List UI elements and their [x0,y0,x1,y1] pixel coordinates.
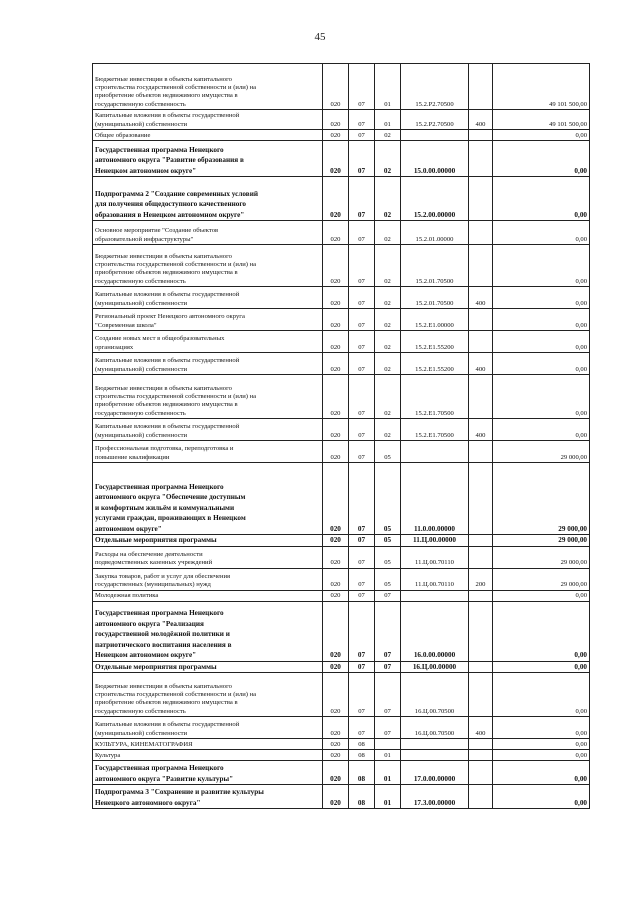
row-subsection-code: 07 [375,717,401,739]
table-row [93,568,590,590]
row-section-code: 07 [349,221,375,245]
row-grbs-code: 020 [323,546,349,568]
row-expense-type [469,661,493,673]
row-sum: 0,00 [493,761,590,785]
row-section-code: 07 [349,546,375,568]
table-row [93,673,590,717]
row-expense-type [469,130,493,141]
row-sum: 0,00 [493,661,590,673]
row-target-article: 16.Ц.00.70500 [401,673,469,717]
row-expense-type [469,331,493,353]
row-target-article: 15.2.Р2.70500 [401,64,469,110]
row-subsection-code: 02 [375,245,401,287]
row-target-article: 15.2.Е1.55200 [401,353,469,375]
table-row [93,64,590,110]
row-section-code: 07 [349,141,375,177]
row-grbs-code: 020 [323,590,349,601]
table-row [93,661,590,673]
row-subsection-code: 01 [375,761,401,785]
row-section-code: 07 [349,717,375,739]
row-section-code: 07 [349,419,375,441]
row-grbs-code: 020 [323,375,349,419]
row-grbs-code: 020 [323,761,349,785]
row-expense-type: 200 [469,568,493,590]
row-name: Государственная программа Ненецкого автономного округа "Обеспечение доступным и комфортным жильём и коммунальными услугами граждан, проживающих в Ненецком автономном округе" [93,463,323,535]
row-sum: 0,00 [493,221,590,245]
row-name: Подпрограмма 2 "Создание современных условий для получения общедоступного качественного образования в Ненецком автономном округе" [93,177,323,221]
row-grbs-code: 020 [323,221,349,245]
row-expense-type [469,177,493,221]
row-name: Общее образование [93,130,323,141]
row-section-code: 07 [349,661,375,673]
row-grbs-code: 020 [323,739,349,750]
row-name: Государственная программа Ненецкого автономного округа "Развитие культуры" [93,761,323,785]
row-expense-type [469,141,493,177]
row-grbs-code: 020 [323,717,349,739]
row-expense-type [469,785,493,809]
row-grbs-code: 020 [323,441,349,463]
row-expense-type: 400 [469,110,493,130]
row-name: Бюджетные инвестиции в объекты капитального строительства государственной собственности и (или) на приобретение объектов недвижимого имущества в государственную собственность [93,673,323,717]
row-name: КУЛЬТУРА, КИНЕМАТОГРАФИЯ [93,739,323,750]
row-target-article: 15.2.Е1.00000 [401,309,469,331]
table-row [93,761,590,785]
row-sum: 0,00 [493,717,590,739]
row-sum: 0,00 [493,177,590,221]
row-section-code: 07 [349,245,375,287]
row-section-code: 07 [349,375,375,419]
row-subsection-code: 01 [375,110,401,130]
row-section-code: 07 [349,590,375,601]
table-row [93,535,590,547]
table-row [93,309,590,331]
row-name: Молодежная политика [93,590,323,601]
row-name: Бюджетные инвестиции в объекты капитального строительства государственной собственности и (или) на приобретение объектов недвижимого имущества в государственную собственность [93,375,323,419]
row-subsection-code: 02 [375,353,401,375]
row-subsection-code [375,739,401,750]
row-expense-type [469,309,493,331]
row-section-code: 08 [349,761,375,785]
row-grbs-code: 020 [323,287,349,309]
table-row [93,130,590,141]
row-target-article: 17.0.00.00000 [401,761,469,785]
row-expense-type [469,590,493,601]
row-expense-type [469,535,493,547]
row-section-code: 07 [349,441,375,463]
row-expense-type: 400 [469,353,493,375]
row-subsection-code: 02 [375,221,401,245]
budget-table [92,63,590,809]
row-sum: 29 000,00 [493,535,590,547]
row-grbs-code: 020 [323,419,349,441]
row-subsection-code: 02 [375,309,401,331]
row-subsection-code: 05 [375,463,401,535]
row-subsection-code: 01 [375,750,401,761]
row-section-code: 07 [349,177,375,221]
row-expense-type [469,64,493,110]
row-target-article: 15.2.Е1.70500 [401,375,469,419]
row-section-code: 07 [349,130,375,141]
row-grbs-code: 020 [323,245,349,287]
row-section-code: 07 [349,535,375,547]
table-row [93,590,590,601]
row-subsection-code: 01 [375,64,401,110]
row-subsection-code: 05 [375,568,401,590]
row-sum: 0,00 [493,130,590,141]
row-name: Капитальные вложения в объекты государственной (муниципальной) собственности [93,110,323,130]
row-grbs-code: 020 [323,177,349,221]
row-subsection-code: 02 [375,177,401,221]
row-target-article: 15.2.Р2.70500 [401,110,469,130]
row-name: Культура [93,750,323,761]
row-section-code: 07 [349,673,375,717]
table-row [93,375,590,419]
row-sum: 0,00 [493,353,590,375]
row-sum: 0,00 [493,739,590,750]
row-expense-type [469,546,493,568]
row-sum: 0,00 [493,601,590,661]
row-grbs-code: 020 [323,750,349,761]
row-section-code: 07 [349,568,375,590]
row-name: Создание новых мест в общеобразовательных организациях [93,331,323,353]
row-section-code: 07 [349,309,375,331]
table-row [93,287,590,309]
table-row [93,750,590,761]
row-subsection-code: 02 [375,419,401,441]
row-expense-type: 400 [469,717,493,739]
row-grbs-code: 020 [323,110,349,130]
row-section-code: 07 [349,64,375,110]
row-target-article: 15.2.Е1.55200 [401,331,469,353]
row-name: Основное мероприятие "Создание объектов образовательной инфраструктуры" [93,221,323,245]
row-subsection-code: 07 [375,590,401,601]
row-grbs-code: 020 [323,463,349,535]
row-sum: 29 000,00 [493,463,590,535]
table-row [93,141,590,177]
row-expense-type: 400 [469,419,493,441]
row-section-code: 07 [349,110,375,130]
row-grbs-code: 020 [323,673,349,717]
row-subsection-code: 02 [375,130,401,141]
table-row [93,177,590,221]
table-row [93,463,590,535]
row-target-article: 15.2.01.00000 [401,221,469,245]
table-row [93,331,590,353]
table-row [93,546,590,568]
row-grbs-code: 020 [323,601,349,661]
row-section-code: 08 [349,785,375,809]
row-sum: 0,00 [493,750,590,761]
table-row [93,601,590,661]
row-target-article [401,441,469,463]
row-section-code: 07 [349,463,375,535]
table-row [93,739,590,750]
row-name: Отдельные мероприятия программы [93,661,323,673]
row-subsection-code: 05 [375,546,401,568]
row-name: Профессиональная подготовка, переподготовка и повышение квалификации [93,441,323,463]
row-name: Расходы на обеспечение деятельности подведомственных казенных учреждений [93,546,323,568]
table-row [93,110,590,130]
row-target-article: 11.Ц.00.70110 [401,546,469,568]
row-subsection-code: 02 [375,287,401,309]
row-section-code: 07 [349,287,375,309]
row-section-code: 08 [349,750,375,761]
row-target-article: 15.2.01.70500 [401,245,469,287]
table-row [93,441,590,463]
row-target-article: 16.Ц.00.70500 [401,717,469,739]
row-sum: 0,00 [493,673,590,717]
row-section-code: 07 [349,601,375,661]
row-subsection-code: 07 [375,601,401,661]
row-sum: 0,00 [493,375,590,419]
row-name: Региональный проект Ненецкого автономного округа "Современная школа" [93,309,323,331]
row-section-code: 07 [349,353,375,375]
row-subsection-code: 05 [375,441,401,463]
row-target-article: 16.0.00.00000 [401,601,469,661]
row-grbs-code: 020 [323,353,349,375]
row-sum: 29 000,00 [493,546,590,568]
row-expense-type [469,221,493,245]
row-target-article: 11.0.00.00000 [401,463,469,535]
row-grbs-code: 020 [323,130,349,141]
row-target-article [401,750,469,761]
row-section-code: 07 [349,331,375,353]
row-target-article: 15.2.01.70500 [401,287,469,309]
row-subsection-code: 05 [375,535,401,547]
row-sum: 0,00 [493,590,590,601]
row-subsection-code: 01 [375,785,401,809]
row-expense-type [469,463,493,535]
table-row [93,353,590,375]
row-name: Отдельные мероприятия программы [93,535,323,547]
row-name: Бюджетные инвестиции в объекты капитального строительства государственной собственности и (или) на приобретение объектов недвижимого имущества в государственную собственность [93,64,323,110]
table-row [93,785,590,809]
row-name: Капитальные вложения в объекты государственной (муниципальной) собственности [93,287,323,309]
row-grbs-code: 020 [323,309,349,331]
row-sum: 0,00 [493,785,590,809]
row-expense-type [469,441,493,463]
row-sum: 0,00 [493,309,590,331]
row-name: Капитальные вложения в объекты государственной (муниципальной) собственности [93,717,323,739]
row-expense-type [469,245,493,287]
row-expense-type [469,739,493,750]
table-row [93,221,590,245]
row-target-article: 15.2.Е1.70500 [401,419,469,441]
row-expense-type: 400 [469,287,493,309]
row-target-article [401,130,469,141]
row-expense-type [469,761,493,785]
row-target-article: 15.2.00.00000 [401,177,469,221]
row-name: Закупка товаров, работ и услуг для обеспечения государственных (муниципальных) нужд [93,568,323,590]
row-section-code: 08 [349,739,375,750]
row-target-article: 17.3.00.00000 [401,785,469,809]
row-grbs-code: 020 [323,64,349,110]
row-sum: 0,00 [493,141,590,177]
page-number: 45 [314,31,326,43]
row-name: Капитальные вложения в объекты государственной (муниципальной) собственности [93,419,323,441]
row-grbs-code: 020 [323,661,349,673]
row-name: Подпрограмма 3 "Сохранение и развитие культуры Ненецкого автономного округа" [93,785,323,809]
row-expense-type [469,601,493,661]
row-name: Капитальные вложения в объекты государственной (муниципальной) собственности [93,353,323,375]
row-grbs-code: 020 [323,785,349,809]
row-subsection-code: 02 [375,375,401,419]
row-name: Бюджетные инвестиции в объекты капитального строительства государственной собственности и (или) на приобретение объектов недвижимого имущества в государственную собственность [93,245,323,287]
budget-table-body [93,64,590,809]
row-subsection-code: 07 [375,673,401,717]
row-sum: 0,00 [493,419,590,441]
row-grbs-code: 020 [323,331,349,353]
row-sum: 0,00 [493,331,590,353]
row-grbs-code: 020 [323,568,349,590]
row-grbs-code: 020 [323,535,349,547]
row-subsection-code: 07 [375,661,401,673]
row-target-article: 16.Ц.00.00000 [401,661,469,673]
row-expense-type [469,375,493,419]
row-sum: 0,00 [493,287,590,309]
row-expense-type [469,673,493,717]
row-sum: 0,00 [493,245,590,287]
row-subsection-code: 02 [375,331,401,353]
row-expense-type [469,750,493,761]
row-name: Государственная программа Ненецкого автономного округа "Реализация государственной молодёжной политики и патриотического воспитания населения в Ненецком автономном округе" [93,601,323,661]
row-grbs-code: 020 [323,141,349,177]
row-sum: 29 000,00 [493,441,590,463]
row-target-article [401,590,469,601]
table-row [93,419,590,441]
table-row [93,245,590,287]
row-target-article: 11.Ц.00.70110 [401,568,469,590]
row-sum: 49 101 500,00 [493,110,590,130]
row-sum: 49 101 500,00 [493,64,590,110]
row-sum: 29 000,00 [493,568,590,590]
row-target-article [401,739,469,750]
row-name: Государственная программа Ненецкого автономного округа "Развитие образования в Ненецком автономном округе" [93,141,323,177]
table-row [93,717,590,739]
row-subsection-code: 02 [375,141,401,177]
row-target-article: 15.0.00.00000 [401,141,469,177]
row-target-article: 11.Ц.00.00000 [401,535,469,547]
